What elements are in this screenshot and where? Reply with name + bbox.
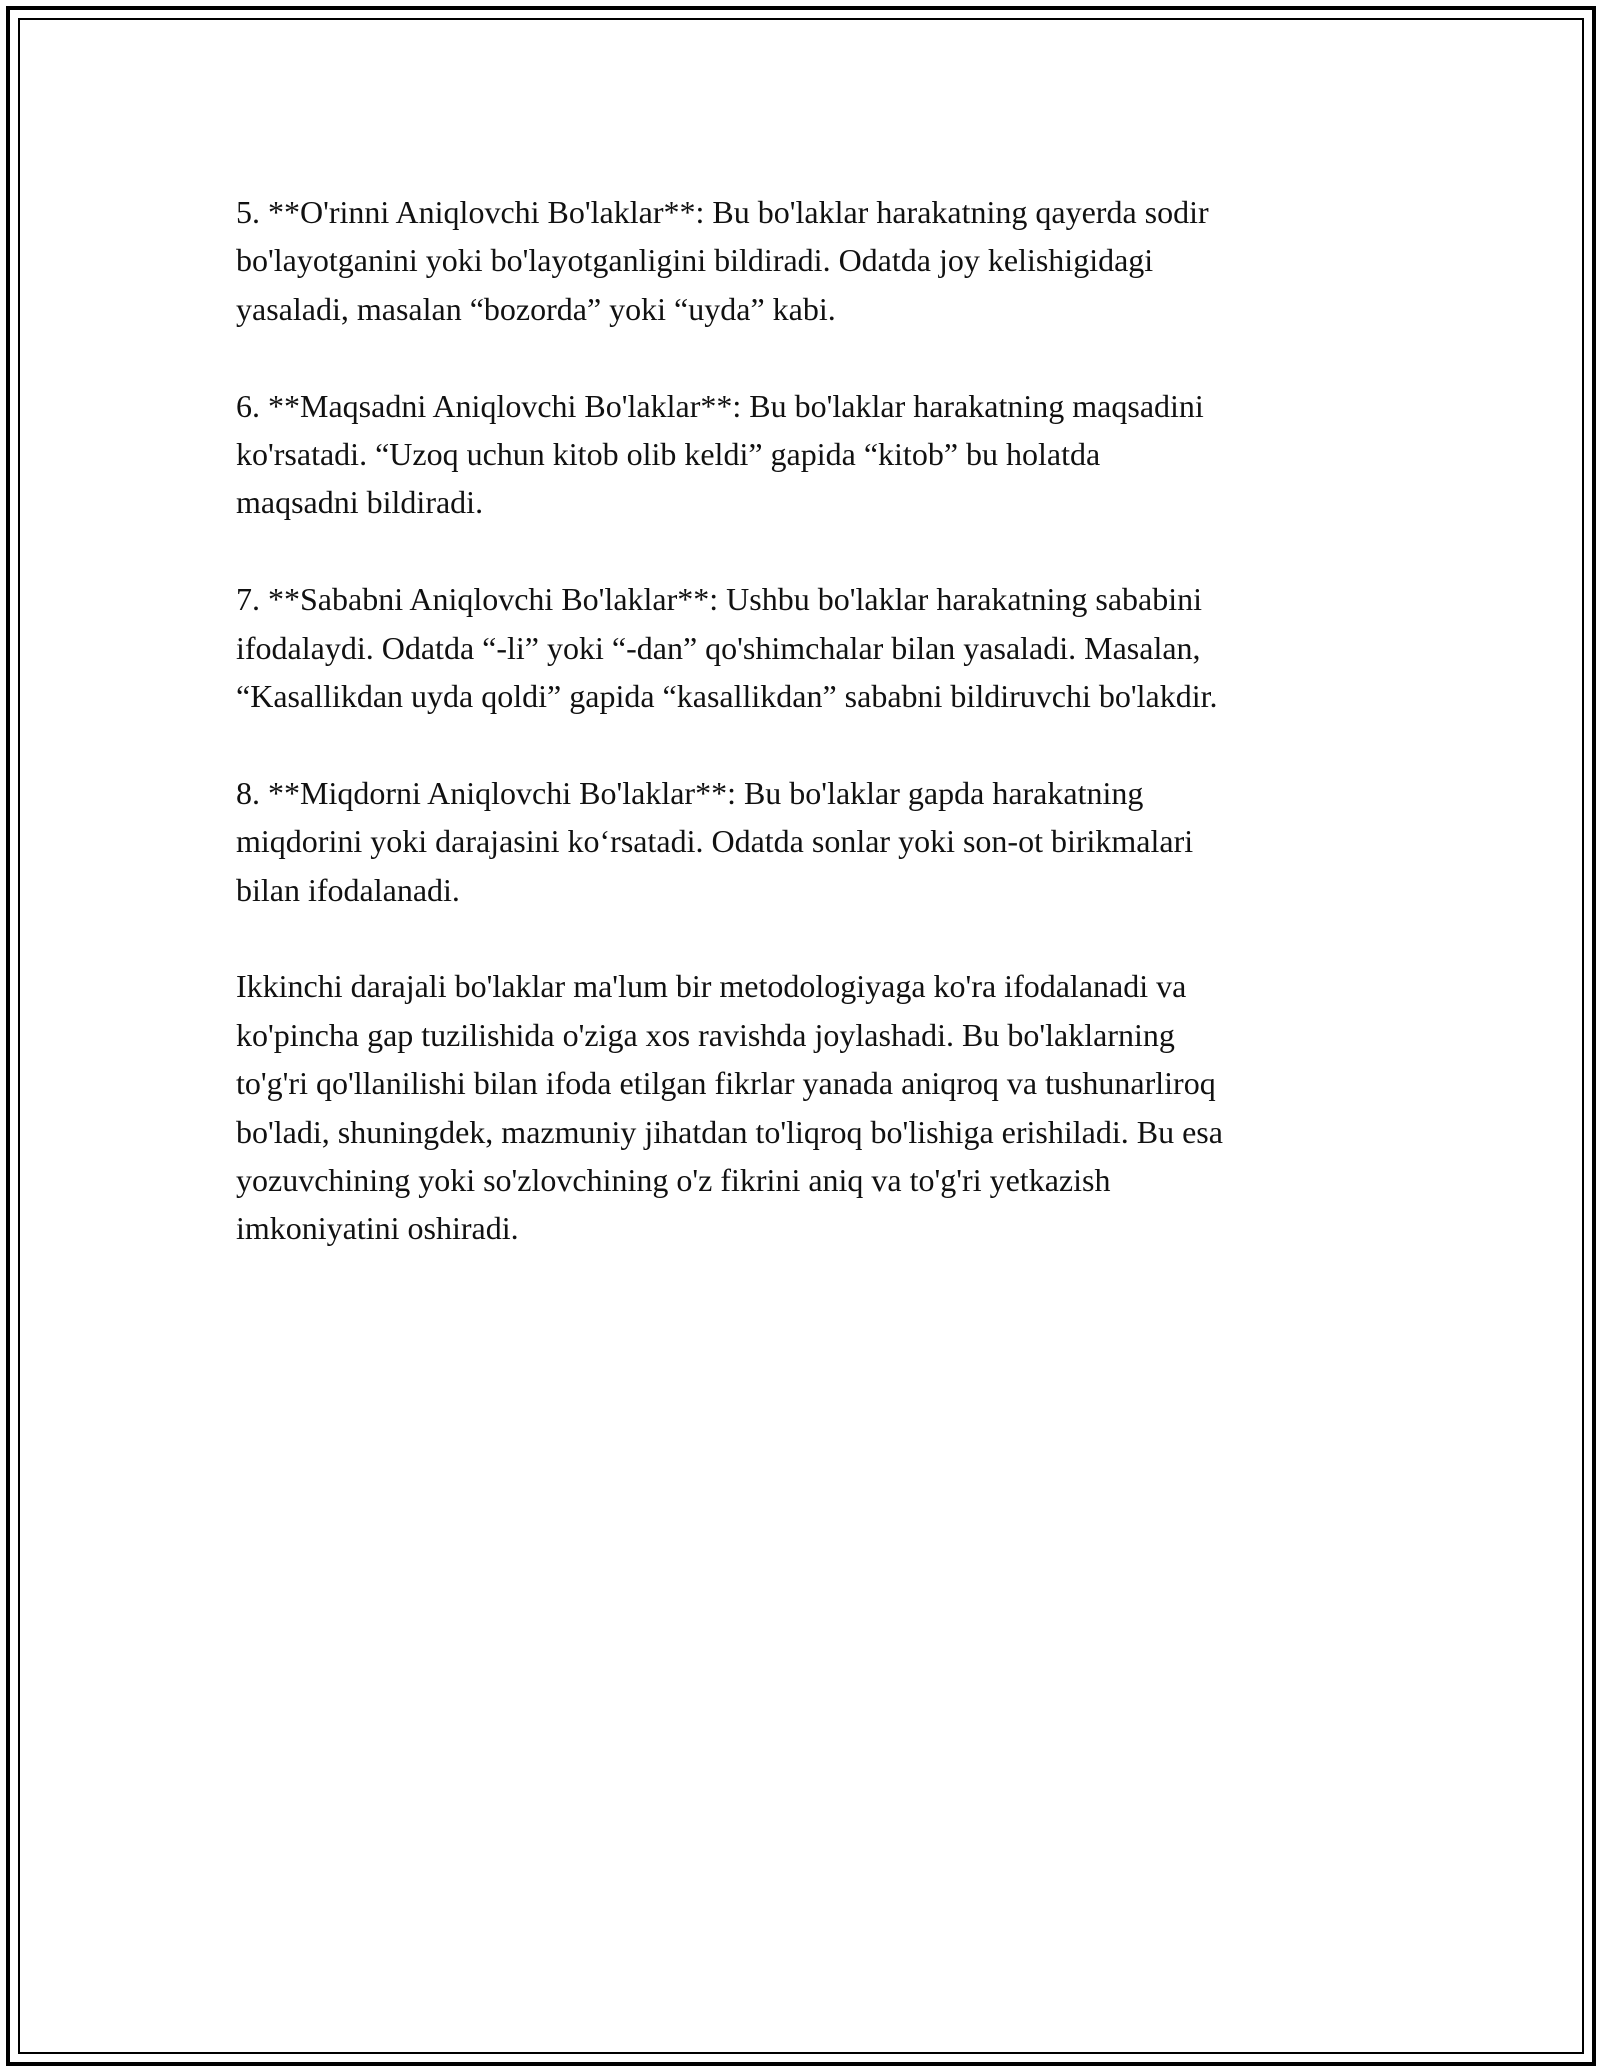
paragraph-summary: Ikkinchi darajali bo'laklar ma'lum bir metodologiyaga ko'ra ifodalanadi va ko'pincha gap tuzilishida o'ziga xos ravishda joylashadi. Bu bo'laklarning to'g'ri qo'llanilishi bilan ifoda etilgan fikrlar yanada aniqroq va tushunarliroq bo'ladi, shuningdek, mazmuniy jihatdan to'liqroq bo'lishiga erishiladi. Bu esa yozuvchining yoki so'zlovchining o'z fikrini aniq va to'g'ri yetkazish imkoniyatini oshiradi. [236,968,1223,1247]
paragraph-item-5: 5. **O'rinni Aniqlovchi Bo'laklar**: Bu bo'laklar harakatning qayerda sodir bo'layotganini yoki bo'layotganligini bildiradi. Odatda joy kelishigidagi yasaladi, masalan “bozorda” yoki “uyda” kabi. [236,194,1209,327]
document-body [236,188,1386,1301]
paragraph-item-7: 7. **Sababni Aniqlovchi Bo'laklar**: Ushbu bo'laklar harakatning sababini ifodalaydi. Odatda “-li” yoki “-dan” qo'shimchalar bilan yasaladi. Masalan, “Kasallikdan uyda qoldi” gapida “kasallikdan” sababni bildiruvchi bo'lakdir. [236,581,1218,715]
paragraph-item-6: 6. **Maqsadni Aniqlovchi Bo'laklar**: Bu bo'laklar harakatning maqsadini ko'rsatadi. “Uzoq uchun kitob olib keldi” gapida “kitob” bu holatda maqsadni bildiradi. [236,387,1204,521]
paragraph-item-8: 8. **Miqdorni Aniqlovchi Bo'laklar**: Bu bo'laklar gapda harakatning miqdorini yoki darajasini ko‘rsatadi. Odatda sonlar yoki son-ot birikmalari bilan ifodalanadi. [236,774,1194,908]
